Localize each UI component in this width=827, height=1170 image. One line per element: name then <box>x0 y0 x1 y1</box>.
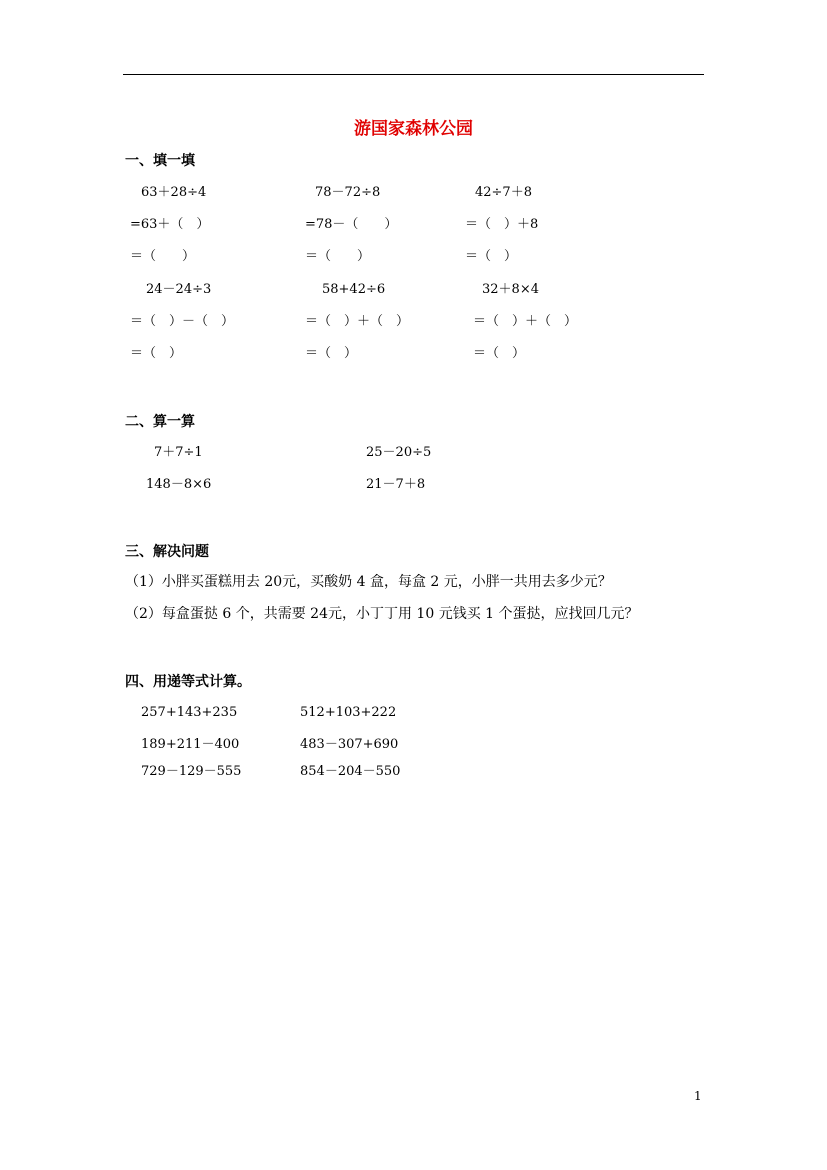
word-problem: （2）每盒蛋挞 6 个，共需要 24元，小丁丁用 10 元钱买 1 个蛋挞，应找回几元？ <box>125 606 639 622</box>
header-rule <box>123 74 704 75</box>
word-problem: （1）小胖买蛋糕用去 20元，买酸奶 4 盒，每盒 2 元，小胖一共用去多少元？ <box>125 574 612 590</box>
expression-result: ＝（ ） <box>130 249 196 264</box>
expression-result: ＝（ ） <box>305 249 371 264</box>
expression: 512+103+222 <box>300 705 397 720</box>
expression-step: ＝（ ）＋（ ） <box>305 314 410 329</box>
expression: 729－129－555 <box>141 764 242 779</box>
expression: 21－7＋8 <box>366 477 426 492</box>
expression: 32＋8×4 <box>482 282 539 297</box>
section-heading-problems: 三、解决问题 <box>125 544 209 560</box>
expression-step: ＝（ ）＋8 <box>465 217 539 232</box>
expression: 854－204－550 <box>300 764 401 779</box>
page-number: 1 <box>694 1089 702 1103</box>
expression: 148－8×6 <box>146 477 212 492</box>
expression-step: =63＋（ ） <box>130 217 210 232</box>
expression: 7＋7÷1 <box>154 445 203 460</box>
expression-step: =78－（ ） <box>305 217 398 232</box>
expression: 483－307+690 <box>300 737 399 752</box>
expression: 63＋28÷4 <box>141 185 207 200</box>
section-heading-fill-in: 一、填一填 <box>125 153 195 169</box>
expression: 58+42÷6 <box>322 282 386 297</box>
expression: 25－20÷5 <box>366 445 432 460</box>
expression-result: ＝（ ） <box>465 249 518 264</box>
expression: 78－72÷8 <box>315 185 381 200</box>
expression: 189+211－400 <box>141 737 240 752</box>
expression: 24－24÷3 <box>146 282 212 297</box>
expression-result: ＝（ ） <box>305 346 358 361</box>
expression-step: ＝（ ）－（ ） <box>130 314 235 329</box>
page-title: 游国家森林公园 <box>354 119 473 139</box>
expression: 257+143+235 <box>141 705 238 720</box>
expression-step: ＝（ ）＋（ ） <box>473 314 578 329</box>
expression: 42÷7＋8 <box>475 185 532 200</box>
expression-result: ＝（ ） <box>130 346 183 361</box>
expression-result: ＝（ ） <box>473 346 526 361</box>
section-heading-step-calc: 四、用递等式计算。 <box>125 674 251 690</box>
section-heading-calculate: 二、算一算 <box>125 414 195 430</box>
